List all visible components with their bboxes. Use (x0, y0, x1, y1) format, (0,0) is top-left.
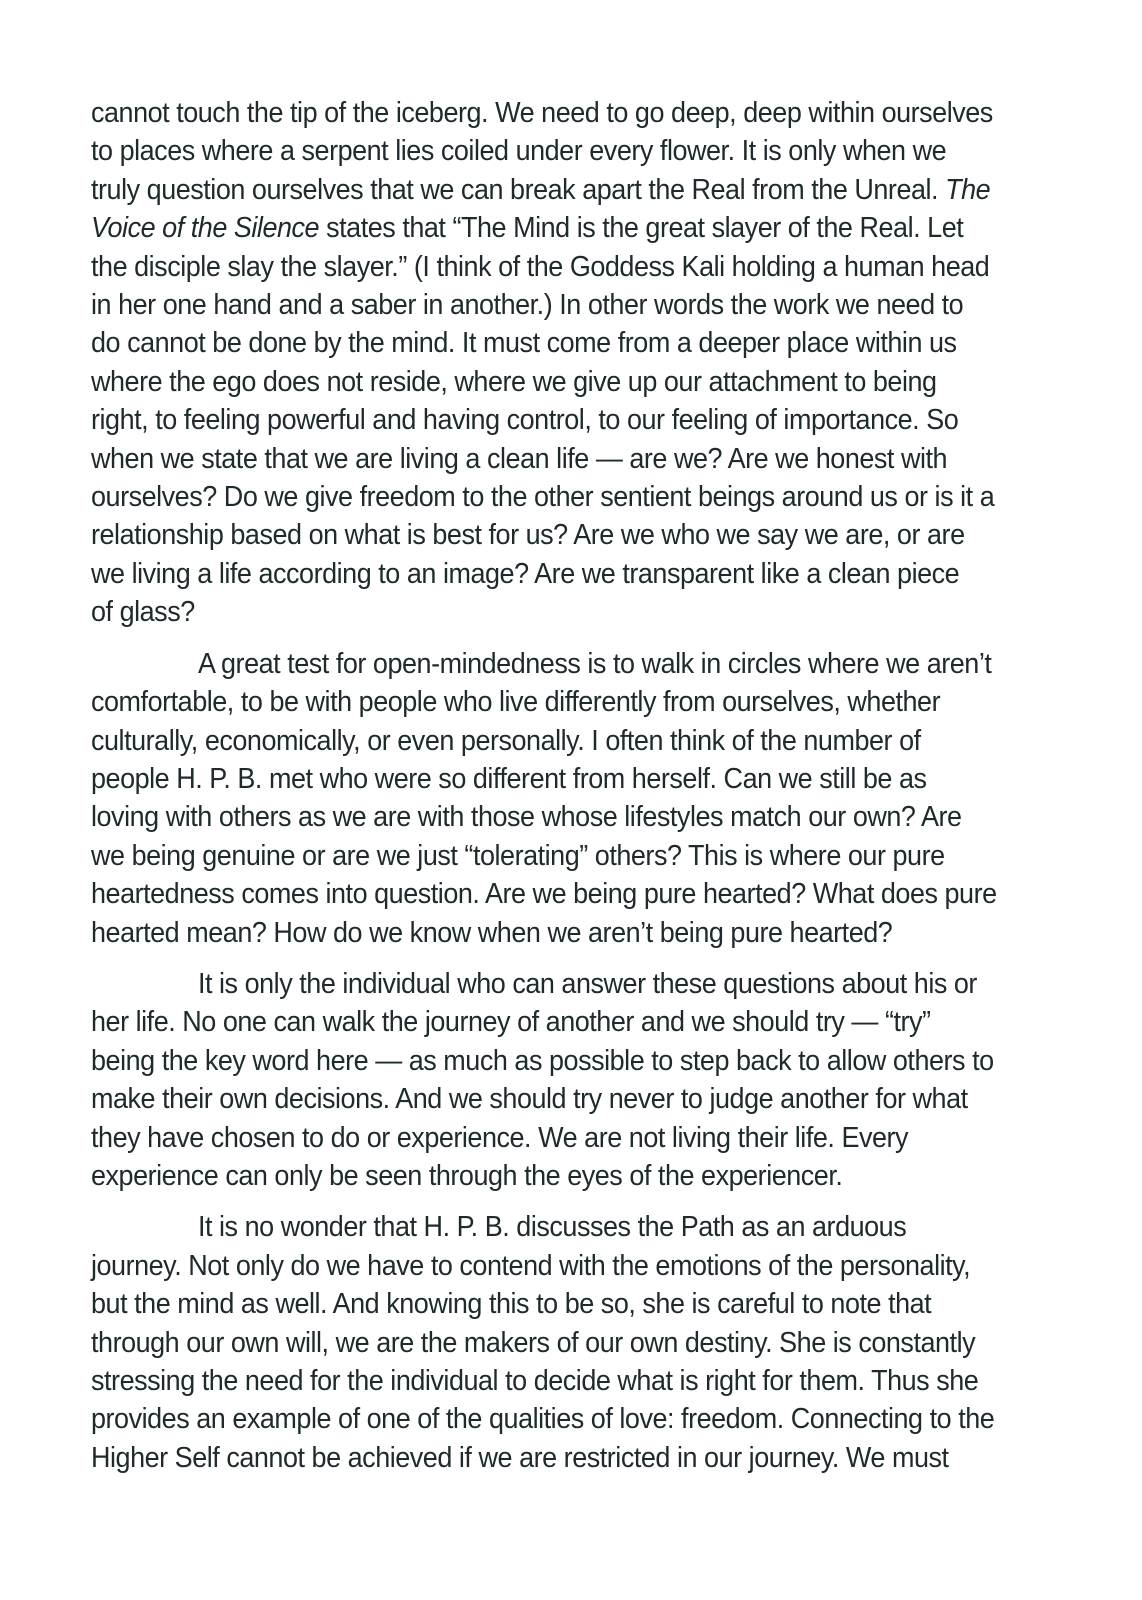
text-run: when we state that we are living a clean life — are we? Are we honest with (91, 442, 948, 475)
text-run: Higher Self cannot be achieved if we are restricted in our journey. We must (91, 1441, 949, 1474)
text-run: It is no wonder that H. P. B. discusses the Path as an arduous (197, 1211, 907, 1244)
text-run: journey. Not only do we have to contend with the emotions of the personality, (91, 1249, 971, 1282)
paragraph-3 (91, 965, 994, 1195)
text-run: relationship based on what is best for us? Are we who we say we are, or are (91, 519, 965, 552)
text-line (91, 875, 997, 913)
text-run: provides an example of one of the qualities of love: freedom. Connecting to the (91, 1403, 995, 1436)
text-line (91, 1362, 984, 1400)
text-run: heartedness comes into question. Are we being pure hearted? What does pure (91, 878, 997, 911)
text-line (91, 798, 984, 836)
text-line (91, 94, 993, 132)
text-line (91, 324, 984, 362)
text-run: truly question ourselves that we can break apart the Real from the Unreal. (91, 173, 946, 206)
text-run: cannot touch the tip of the iceberg. We need to go deep, deep within ourselves (91, 97, 993, 129)
text-run: do cannot be done by the mind. It must come from a deeper place within us (91, 327, 957, 360)
text-line (91, 555, 984, 593)
text-line (91, 401, 984, 439)
text-run: A great test for open-mindedness is to walk in circles where we aren’t (197, 647, 992, 680)
book-title-italic: The (945, 173, 991, 206)
text-run: but the mind as well. And knowing this to be so, she is careful to note that (91, 1288, 932, 1321)
text-run: we being genuine or are we just “tolerating” others? This is where our pure (91, 839, 945, 872)
text-run: ourselves? Do we give freedom to the other sentient beings around us or is it a (91, 481, 995, 514)
book-title-italic: Voice of the Silence (91, 212, 320, 245)
text-run: loving with others as we are with those whose lifestyles match our own? Are (91, 801, 962, 834)
text-line (91, 1285, 984, 1323)
text-run: states that “The Mind is the great slayer of the Real. Let (319, 212, 964, 245)
text-run: where the ego does not reside, where we give up our attachment to being (91, 365, 937, 398)
text-line (91, 1247, 984, 1285)
text-run: in her one hand and a saber in another.) In other words the work we need to (91, 289, 964, 322)
text-run: her life. No one can walk the journey of another and we should try — “try” (91, 1006, 931, 1039)
paragraph-1 (91, 94, 995, 632)
text-run: hearted mean? How do we know when we aren’t being pure hearted? (91, 916, 893, 949)
text-line (91, 1119, 984, 1157)
text-line (91, 209, 984, 247)
text-line (91, 132, 984, 170)
text-line (91, 1208, 984, 1246)
text-run: stressing the need for the individual to decide what is right for them. Thus she (91, 1365, 979, 1397)
text-run: make their own decisions. And we should try never to judge another for what (91, 1083, 968, 1116)
text-line (91, 645, 992, 683)
text-run: we living a life according to an image? Are we transparent like a clean piece (91, 557, 960, 590)
text-run: they have chosen to do or experience. We are not living their life. Every (91, 1121, 909, 1154)
text-line (91, 286, 984, 324)
text-line (91, 516, 984, 554)
text-run: culturally, economically, or even personally. I often think of the number of (91, 724, 921, 757)
text-run: through our own will, we are the makers of our own destiny. She is constantly (91, 1326, 976, 1359)
paragraph-4 (91, 1208, 995, 1477)
paragraph-spacer (91, 1195, 984, 1208)
text-run: comfortable, to be with people who live differently from ourselves, whether (91, 686, 941, 719)
text-run: to places where a serpent lies coiled under every flower. It is only when we (91, 135, 947, 168)
text-run: experience can only be seen through the eyes of the experiencer. (91, 1159, 843, 1192)
text-line (91, 363, 984, 401)
text-line (91, 1439, 984, 1477)
text-run: people H. P. B. met who were so different from herself. Can we still be as (91, 762, 927, 795)
text-line (91, 1003, 984, 1041)
text-line (91, 1324, 984, 1362)
text-line (91, 837, 984, 875)
text-run: being the key word here — as much as possible to step back to allow others to (91, 1044, 994, 1077)
text-line (91, 248, 990, 286)
text-run: the disciple slay the slayer.” (I think of the Goddess Kali holding a human head (91, 250, 990, 283)
text-run: of glass? (91, 596, 195, 629)
text-line (91, 965, 984, 1003)
text-line (91, 1157, 984, 1195)
text-line (91, 171, 991, 209)
text-line (91, 760, 984, 798)
text-line (91, 478, 995, 516)
text-line (91, 1042, 994, 1080)
paragraph-2 (91, 645, 997, 952)
text-run: right, to feeling powerful and having control, to our feeling of importance. So (91, 404, 959, 437)
text-line (91, 914, 984, 952)
text-line (91, 683, 984, 721)
text-line (91, 593, 984, 631)
body-text (91, 94, 997, 1477)
paragraph-spacer (91, 632, 984, 645)
text-line (91, 722, 984, 760)
text-line (91, 1080, 984, 1118)
text-line (91, 440, 984, 478)
text-run: It is only the individual who can answer these questions about his or (197, 967, 977, 1000)
paragraph-spacer (91, 952, 984, 965)
text-line (91, 1400, 995, 1438)
